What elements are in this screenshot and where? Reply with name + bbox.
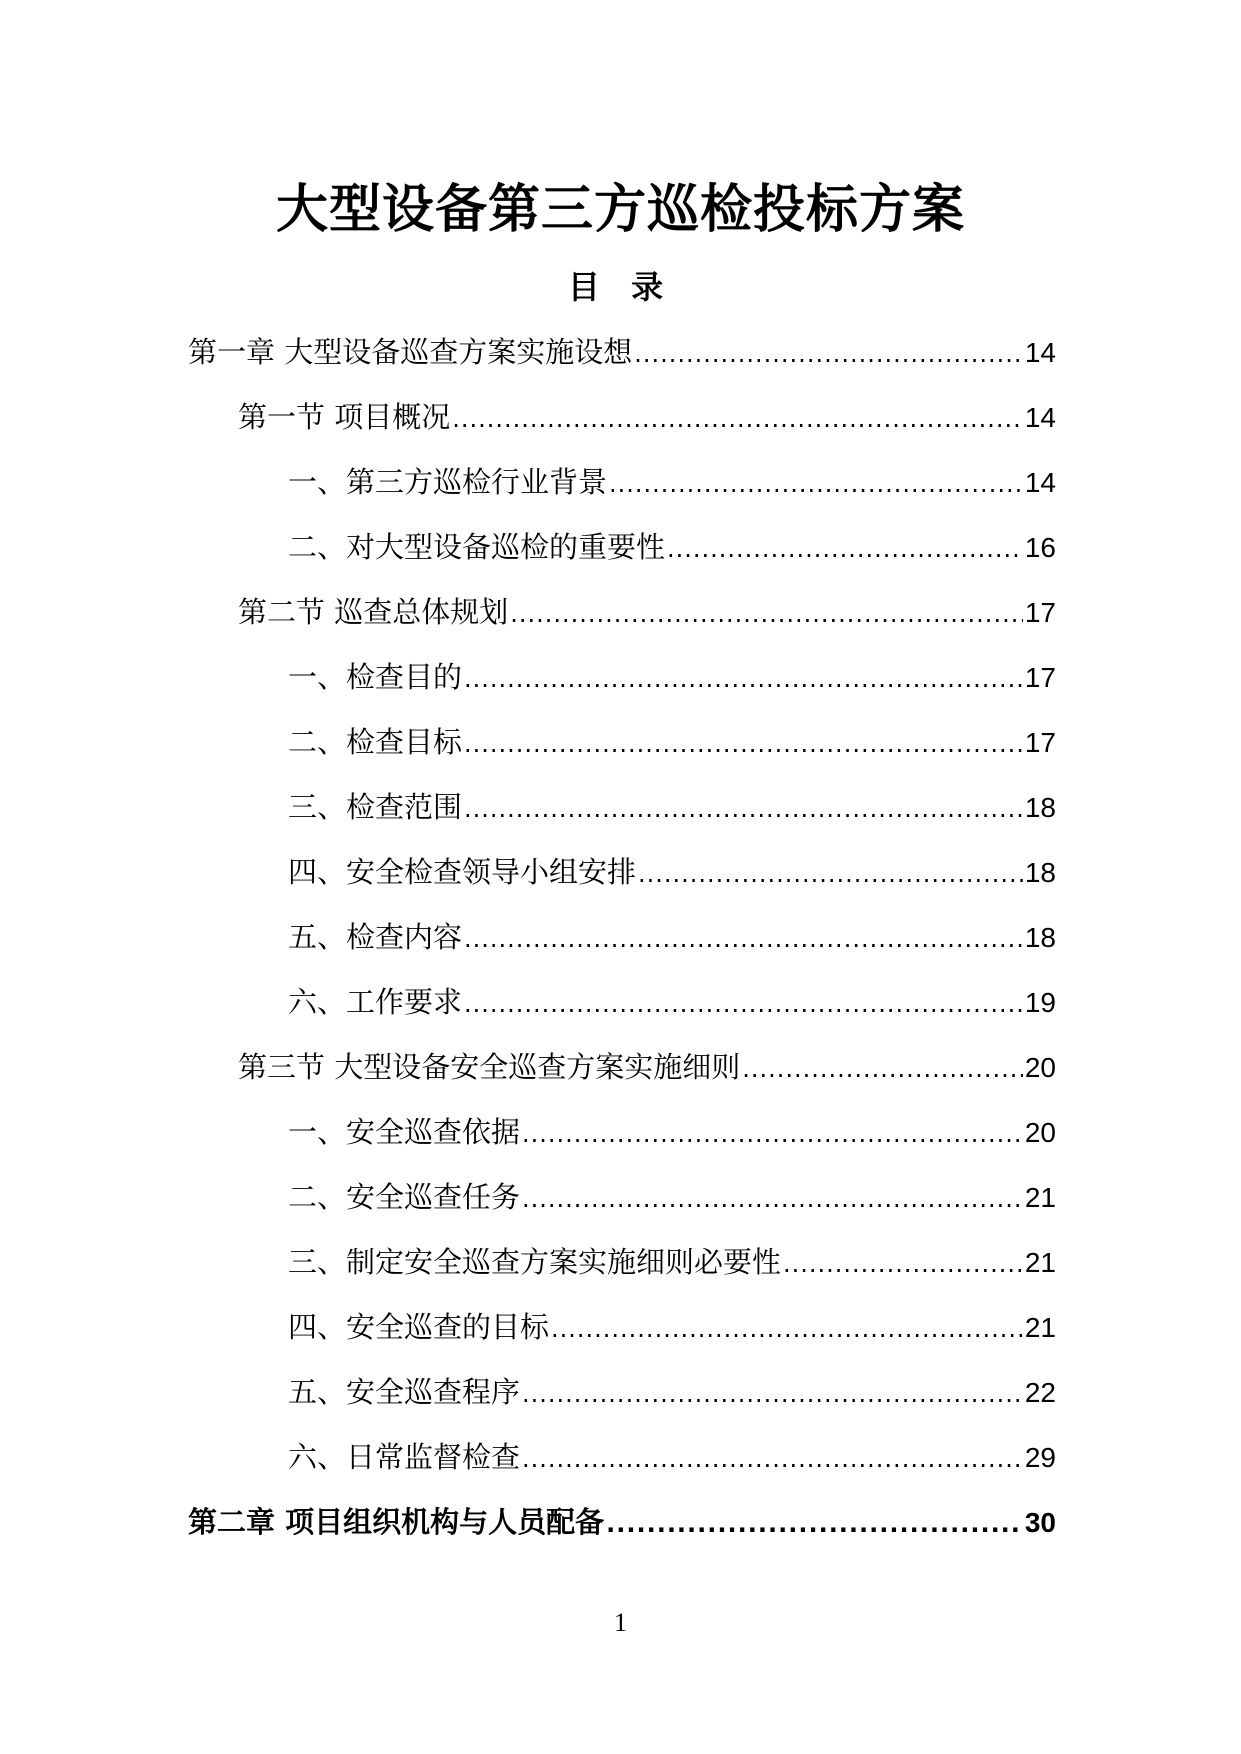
toc-leader-dots: [464, 981, 1023, 1027]
toc-entry-title: 一、第三方巡检行业背景: [288, 465, 608, 499]
toc-leader-dots: [609, 461, 1023, 507]
toc-entry-page: 17: [1024, 662, 1056, 693]
toc-leader-dots: [783, 1241, 1023, 1287]
toc-entry[interactable]: [188, 589, 1056, 654]
toc-entry-title: 第二节 巡查总体规划: [238, 595, 509, 629]
toc-heading: 目 录: [567, 268, 674, 306]
toc-entry-page: 14: [1024, 467, 1056, 498]
toc-entry[interactable]: [188, 1304, 1056, 1369]
toc-entry-title: 二、对大型设备巡检的重要性: [288, 530, 666, 564]
toc-entry-title: 第三节 大型设备安全巡查方案实施细则: [238, 1050, 741, 1084]
toc-entry[interactable]: [188, 524, 1056, 589]
toc-entry-title: 三、制定安全巡查方案实施细则必要性: [288, 1245, 782, 1279]
toc-entry-page: 29: [1024, 1442, 1056, 1473]
toc-entry-title: 一、检查目的: [288, 660, 463, 694]
toc-entry-page: 22: [1024, 1377, 1056, 1408]
toc-leader-dots: [522, 1176, 1023, 1222]
toc-entry-title: 三、检查范围: [288, 790, 463, 824]
toc-entry-page: 21: [1024, 1312, 1056, 1343]
toc-entry[interactable]: [188, 654, 1056, 719]
toc-entry[interactable]: [188, 1499, 1056, 1564]
toc-entry-page: 19: [1024, 987, 1056, 1018]
toc-entry-title: 四、安全巡查的目标: [288, 1310, 550, 1344]
page-number: 1: [614, 1608, 627, 1637]
toc-entry-page: 18: [1024, 792, 1056, 823]
toc-leader-dots: [638, 851, 1023, 897]
toc-entry-page: 21: [1024, 1182, 1056, 1213]
toc-entry-page: 20: [1024, 1117, 1056, 1148]
toc-leader-dots: [522, 1371, 1023, 1417]
toc-entry[interactable]: [188, 719, 1056, 784]
toc-entry[interactable]: [188, 394, 1056, 459]
toc-entry-title: 六、日常监督检查: [288, 1440, 521, 1474]
toc-entry[interactable]: [188, 1174, 1056, 1239]
toc-entry-title: 四、安全检查领导小组安排: [288, 855, 637, 889]
toc-entry-page: 16: [1024, 532, 1056, 563]
toc-entry-title: 第二章 项目组织机构与人员配备: [188, 1505, 605, 1539]
toc-entry-title: 六、工作要求: [288, 985, 463, 1019]
toc-entry[interactable]: [188, 459, 1056, 524]
toc-leader-dots: [464, 786, 1023, 832]
toc-entry[interactable]: [188, 1044, 1056, 1109]
toc-entry-title: 第一节 项目概况: [238, 400, 451, 434]
toc-entry-page: 30: [1024, 1507, 1056, 1538]
toc-entry[interactable]: [188, 1434, 1056, 1499]
toc-leader-dots: [742, 1046, 1023, 1092]
toc-leader-dots: [667, 526, 1023, 572]
toc-entry-title: 二、安全巡查任务: [288, 1180, 521, 1214]
toc-leader-dots: [522, 1111, 1023, 1157]
toc-entry-title: 二、检查目标: [288, 725, 463, 759]
toc-leader-dots: [452, 396, 1023, 442]
toc-leader-dots: [634, 331, 1023, 377]
toc-entry[interactable]: [188, 329, 1056, 394]
toc-leader-dots: [522, 1436, 1023, 1482]
toc-leader-dots: [464, 656, 1023, 702]
toc-entry-page: 17: [1024, 727, 1056, 758]
toc-entry-page: 18: [1024, 922, 1056, 953]
toc-entry[interactable]: [188, 914, 1056, 979]
toc-entry-page: 14: [1024, 402, 1056, 433]
toc-entry[interactable]: [188, 849, 1056, 914]
toc-entry-page: 21: [1024, 1247, 1056, 1278]
toc-entry-title: 五、检查内容: [288, 920, 463, 954]
table-of-contents: [188, 329, 1056, 1564]
toc-leader-dots: [464, 721, 1023, 767]
toc-entry[interactable]: [188, 784, 1056, 849]
toc-entry-page: 14: [1024, 337, 1056, 368]
toc-leader-dots: [510, 591, 1023, 637]
toc-entry[interactable]: [188, 1239, 1056, 1304]
toc-entry-page: 17: [1024, 597, 1056, 628]
toc-entry-page: 18: [1024, 857, 1056, 888]
toc-entry-title: 第一章 大型设备巡查方案实施设想: [188, 335, 633, 369]
toc-entry-title: 五、安全巡查程序: [288, 1375, 521, 1409]
toc-entry[interactable]: [188, 979, 1056, 1044]
toc-entry[interactable]: [188, 1369, 1056, 1434]
toc-leader-dots: [464, 916, 1023, 962]
toc-leader-dots: [606, 1501, 1023, 1547]
document-title: 大型设备第三方巡检投标方案: [275, 180, 965, 240]
toc-entry-page: 20: [1024, 1052, 1056, 1083]
toc-leader-dots: [551, 1306, 1023, 1352]
toc-entry[interactable]: [188, 1109, 1056, 1174]
toc-entry-title: 一、安全巡查依据: [288, 1115, 521, 1149]
